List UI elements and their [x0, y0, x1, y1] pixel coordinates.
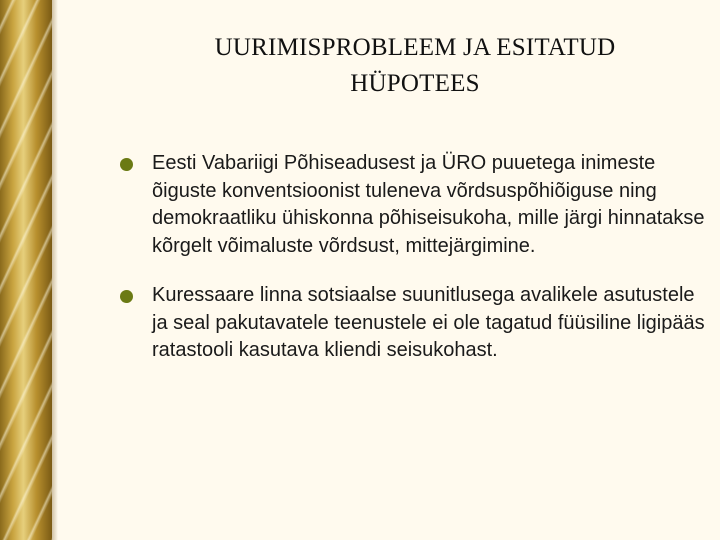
bullet-dot-icon	[120, 290, 133, 303]
bullet-item	[118, 150, 708, 260]
slide-title	[100, 30, 720, 102]
bullet-dot-icon	[120, 158, 133, 171]
decorative-gold-border	[0, 0, 52, 540]
bullet-text: Kuressaare linna sotsiaalse suunitlusega avalikele asutustele ja seal pakutavatele teenustele ei ole tagatud füüsiline ligipääs ratastooli kasutava kliendi seisukohast.	[152, 284, 705, 361]
title-line-2: HÜPOTEES	[350, 70, 480, 97]
title-line-1: UURIMISPROBLEEM JA ESITATUD	[214, 34, 616, 61]
bullet-list	[118, 150, 708, 387]
bullet-item	[118, 282, 708, 365]
bullet-text: Eesti Vabariigi Põhiseadusest ja ÜRO puuetega inimeste õiguste konventsioonist tuleneva võrdsuspõhiõiguse ning demokraatliku ühiskonna põhiseisukoha, mille järgi hinnatakse kõrgelt võimaluste võrdsust, mittejärgimine.	[152, 152, 705, 257]
